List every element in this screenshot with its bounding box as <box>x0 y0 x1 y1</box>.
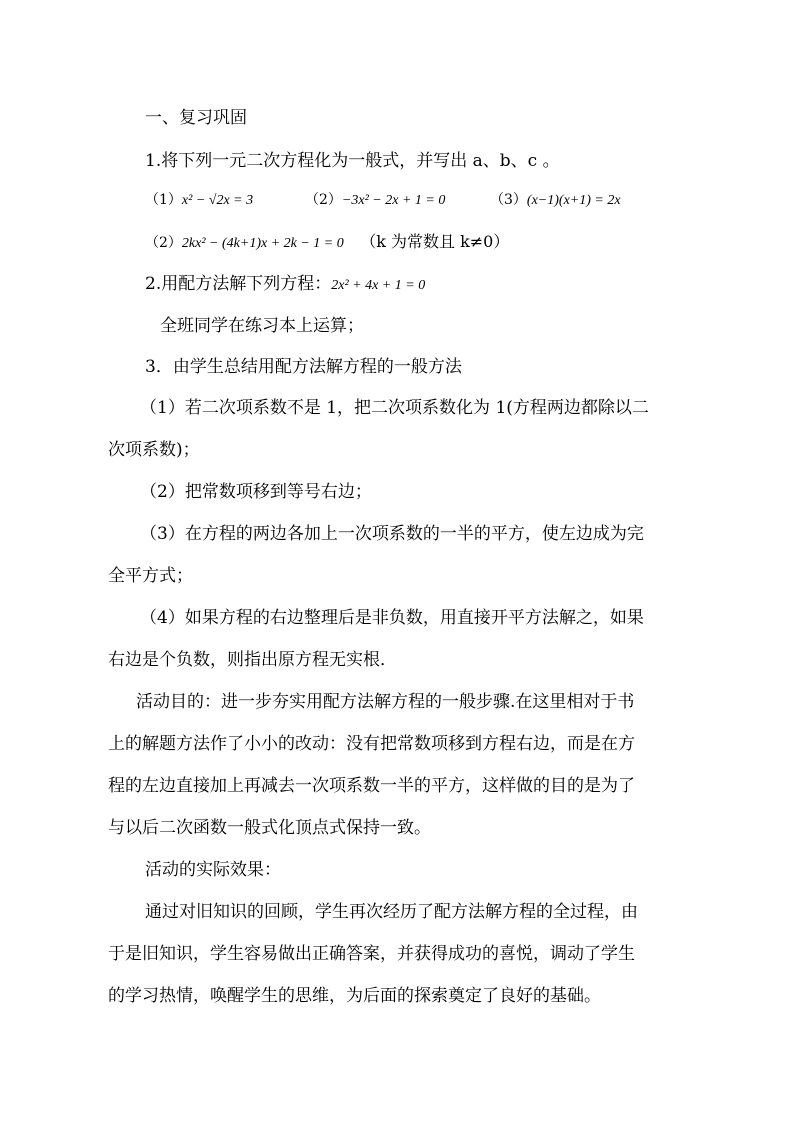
purpose-line-4: 与以后二次函数一般式化顶点式保持一致。 <box>108 818 431 838</box>
question-1-text: 1.将下列一元二次方程化为一般式，并写出 a、b、c 。 <box>145 151 560 171</box>
effect-title: 活动的实际效果： <box>145 860 281 880</box>
effect-line-2: 于是旧知识，学生容易做出正确答案，并获得成功的喜悦，调动了学生 <box>108 944 635 964</box>
step-3-line-2: 全平方式； <box>108 566 193 586</box>
step-1-line-2: 次项系数)； <box>108 440 200 460</box>
equation-label: （2） <box>145 235 182 251</box>
equation-label: （2） <box>305 192 342 208</box>
equation-row-1 <box>145 188 665 212</box>
question-3-text: 3．由学生总结用配方法解方程的一般方法 <box>145 357 462 377</box>
effect-line-1: 通过对旧知识的回顾，学生再次经历了配方法解方程的全过程，由 <box>145 902 638 922</box>
step-4-line-1: （4）如果方程的右边整理后是非负数，用直接开平方法解之，如果 <box>140 608 644 628</box>
effect-line-3: 的学习热情，唤醒学生的思维，为后面的探索奠定了良好的基础。 <box>108 986 601 1006</box>
question-2-equation: 2x² + 4x + 1 = 0 <box>331 278 426 293</box>
equation: −3x² − 2x + 1 = 0 <box>341 193 446 208</box>
question-2-note: 全班同学在练习本上运算； <box>160 316 364 336</box>
question-2 <box>145 272 425 298</box>
step-2: （2）把常数项移到等号右边； <box>140 482 372 502</box>
purpose-line-3: 程的左边直接加上再减去一次项系数一半的平方，这样做的目的是为了 <box>108 776 635 796</box>
section-title: 一、复习巩固 <box>145 108 247 128</box>
step-4-line-2: 右边是个负数，则指出原方程无实根． <box>108 650 397 670</box>
equation-note: （k 为常数且 k≠0） <box>360 232 510 251</box>
equation-label: （3） <box>490 192 527 208</box>
purpose-line-2: 上的解题方法作了小小的改动：没有把常数项移到方程右边，而是在方 <box>108 734 635 754</box>
equation: 2kx² − (4k+1)x + 2k − 1 = 0 <box>181 236 344 251</box>
equation: x² − √2x = 3 <box>181 193 254 208</box>
equation-label: （1） <box>145 192 182 208</box>
question-2-text: 2.用配方法解下列方程： <box>145 274 332 294</box>
equation: (x−1)(x+1) = 2x <box>526 193 621 208</box>
equation-row-2 <box>145 230 509 256</box>
step-1-line-1: （1）若二次项系数不是 1，把二次项系数化为 1(方程两边都除以二 <box>140 398 649 418</box>
step-3-line-1: （3）在方程的两边各加上一次项系数的一半的平方，使左边成为完 <box>140 524 644 544</box>
purpose-line-1: 活动目的：进一步夯实用配方法解方程的一般步骤.在这里相对于书 <box>136 692 635 712</box>
